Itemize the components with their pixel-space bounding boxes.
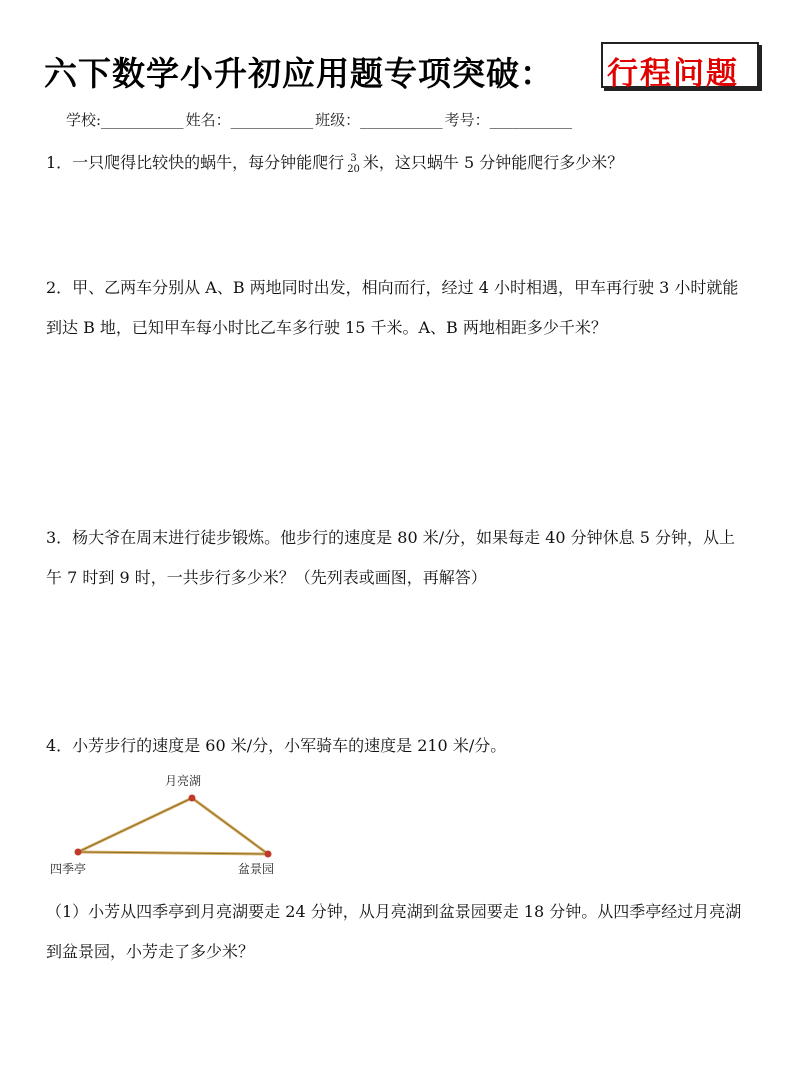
question-1 <box>46 143 750 183</box>
name-field[interactable]: 姓名：___________ <box>185 111 314 129</box>
school-field[interactable]: 学校:___________ <box>66 111 184 129</box>
question-4-part-1: （1）小芳从四季亭到月亮湖要走 24 分钟，从月亮湖到盆景园要走 18 分钟。从四季亭经过月亮湖到盆景园，小芳走了多少米？ <box>46 902 742 961</box>
moon-lake-label: 月亮湖 <box>165 774 202 788</box>
title-highlight-box <box>601 42 759 92</box>
title-highlight: 行程问题 <box>607 56 739 92</box>
number-field[interactable]: 考号：___________ <box>444 111 573 129</box>
fraction-numerator: 3 <box>350 152 357 164</box>
question-1-text-after: 米，这只蜗牛 5 分钟能爬行多少米？ <box>362 153 624 172</box>
question-2: 2．甲、乙两车分别从 A、B 两地同时出发，相向而行，经过 4 小时相遇，甲车再行驶 3 小时就能到达 B 地，已知甲车每小时比乙车多行驶 15 千米。A、B 两地相距多少千米？ <box>46 278 739 337</box>
question-4: 4．小芳步行的速度是 60 米/分，小军骑车的速度是 210 米/分。 <box>46 736 507 755</box>
bonsai-garden-label: 盆景园 <box>238 862 275 876</box>
question-1-text-before: 1．一只爬得比较快的蜗牛，每分钟能爬行 <box>46 153 345 172</box>
four-seasons-pavilion-point <box>75 849 82 856</box>
title-row <box>44 42 764 98</box>
fraction-denominator: 20 <box>347 163 360 175</box>
route-diagram <box>40 765 310 885</box>
question-3: 3．杨大爷在周末进行徒步锻炼。他步行的速度是 80 米/分，如果每走 40 分钟休息 5 分钟，从上午 7 时到 9 时，一共步行多少米？（先列表或画图，再解答） <box>46 528 735 587</box>
page-title: 六下数学小升初应用题专项突破： <box>44 54 554 93</box>
bonsai-garden-point <box>265 851 272 858</box>
moon-lake-point <box>189 795 196 802</box>
fraction <box>347 153 360 175</box>
route-triangle <box>78 798 268 854</box>
class-field[interactable]: 班级：___________ <box>315 111 443 129</box>
four-seasons-pavilion-label: 四季亭 <box>50 862 87 876</box>
student-info-row <box>66 109 574 130</box>
